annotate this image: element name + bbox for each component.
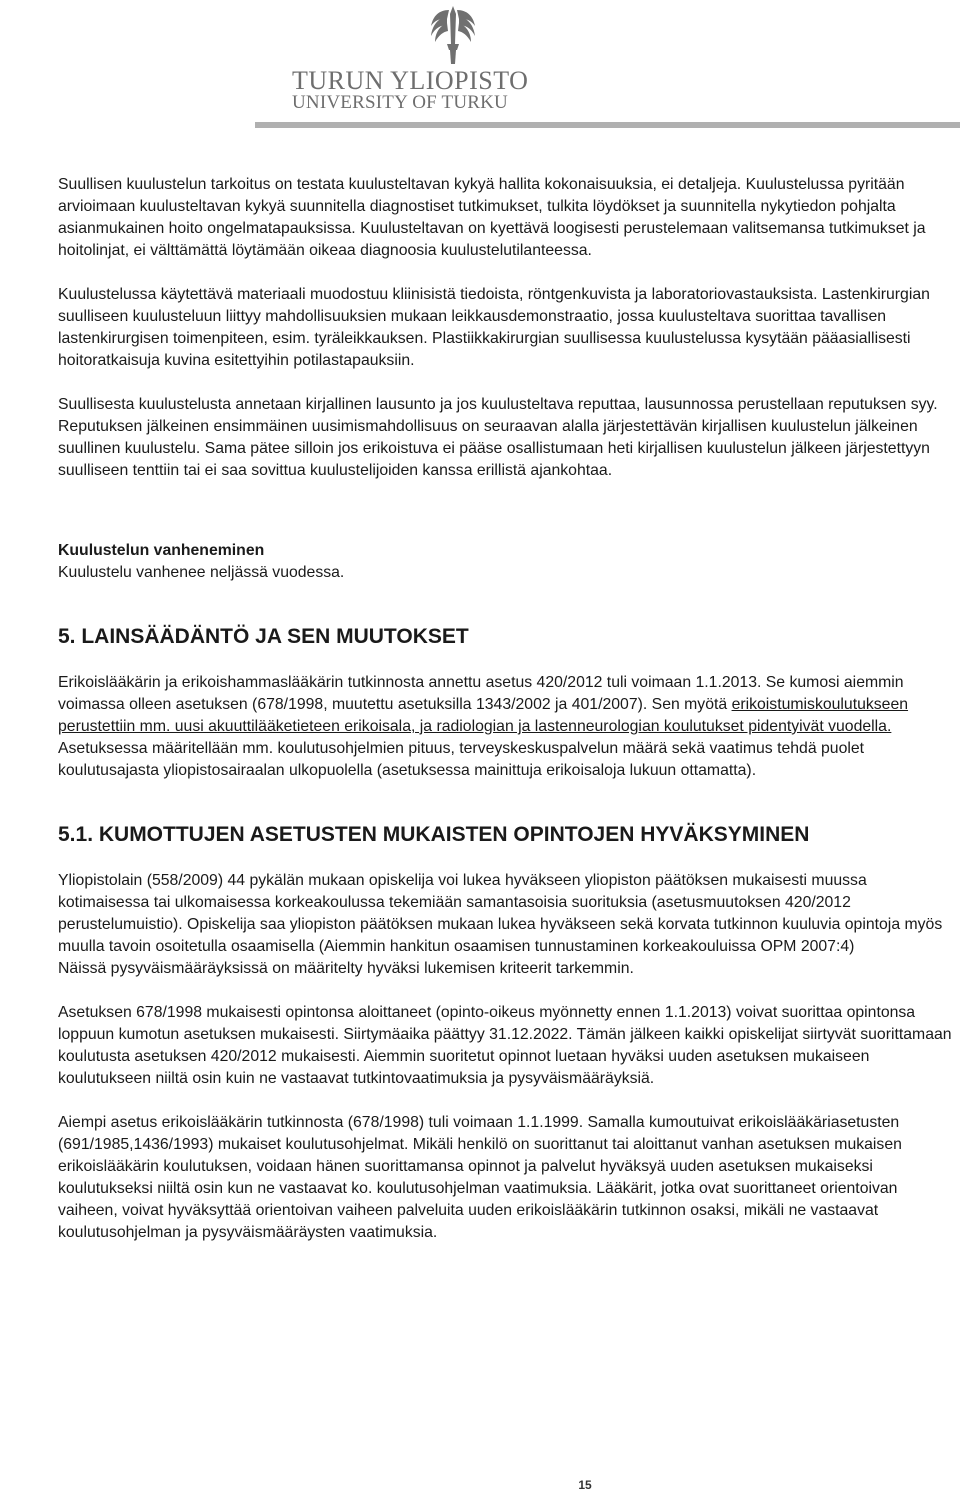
- section-heading: 5. LAINSÄÄDÄNTÖ JA SEN MUUTOKSET: [58, 625, 469, 648]
- section-heading: 5.1. KUMOTTUJEN ASETUSTEN MUKAISTEN OPINTOJEN HYVÄKSYMINEN: [58, 823, 810, 846]
- header-divider: [255, 122, 960, 128]
- subsection-title: Kuulustelun vanheneminen: [58, 542, 265, 559]
- text-run: Erikoislääkärin ja erikoishammaslääkärin tutkinnosta annettu asetus 420/2012 tuli voimaan 1.1.2013. Se kumosi aiemmin voimassa olleen asetuksen (678/1998, muutettu asetuksilla 1343/2002 ja 401/2007). Sen myötä: [58, 674, 904, 713]
- paragraph: Suullisesta kuulustelusta annetaan kirjallinen lausunto ja jos kuulusteltava reputtaa, lausunnossa perustellaan reputuksen syy. Reputuksen jälkeinen ensimmäinen uusimismahdollisuus on seuraavan alalla järjestettävän kirjallisen kuulustelun jälkeinen suullinen kuulustelu. Sama pätee silloin jos erikoistuva ei pääse osallistumaan heti kirjallisen kuulustelun jälkeen järjestettyyn suulliseen tenttiin tai ei saa sovittua kuulustelijoiden kanssa erillistä ajankohtaa.: [58, 396, 938, 479]
- torch-emblem-icon: [425, 4, 481, 66]
- document-body: [58, 174, 956, 1244]
- underlined-text: erikoistumiskoulutukseen perustettiin mm. uusi akuuttilääketieteen erikoisala, ja radiologian ja lastenneurologian koulutukset pidentyivät vuodella.: [58, 696, 909, 735]
- logo-title: TURUN YLIOPISTO: [292, 66, 529, 95]
- logo-subtitle: UNIVERSITY OF TURKU: [292, 92, 508, 113]
- paragraph: Yliopistolain (558/2009) 44 pykälän mukaan opiskelija voi lukea hyväkseen yliopiston päätöksen mukaisesti muussa kotimaisessa tai ulkomaisessa korkeakoulussa tekemiään samantasoisia suorituksia (asetusmuutoksen 420/2012 perustelumuistio). Opiskelija saa yliopiston päätöksen mukaan lukea hyväkseen sekä korvata tutkinnon kuuluvia opintoja myös muulla tavoin osoitetulla osaamisella (Aiemmin hankitun osaamisen tunnustaminen korkeakouluissa OPM 2007:4): [58, 872, 943, 955]
- paragraph: Kuulustelussa käytettävä materiaali muodostuu kliinisistä tiedoista, röntgenkuvista ja laboratoriovastauksista. Lastenkirurgian suulliseen kuulusteluun liittyy mahdollisuuksien mukaan leikkausdemonstraatio, jossa kuulusteltava suorittaa tavallisen lastenkirurgisen toimenpiteen, esim. tyräleikkauksen. Plastiikkakirurgian suullisessa kuulustelussa kysytään pääasiallisesti hoitoratkaisuja kuvina esitettyihin potilastapauksiin.: [58, 286, 930, 369]
- paragraph: Kuulustelu vanhenee neljässä vuodessa.: [58, 564, 345, 581]
- paragraph: Asetuksen 678/1998 mukaisesti opintonsa aloittaneet (opinto-oikeus myönnetty ennen 1.1.2013) voivat suorittaa opintonsa loppuun kumotun asetuksen mukaisesti. Siirtymäaika päättyy 31.12.2022. Tämän jälkeen kaikki opiskelijat siirtyvät suorittamaan koulutusta asetuksen 420/2012 mukaisesti. Aiemmin suoritetut opinnot luetaan hyväksi uuden asetuksen mukaiseen koulutukseen niiltä osin kuin ne vastaavat tutkintovaatimuksia ja pysyväismääräyksiä.: [58, 1004, 952, 1087]
- paragraph: [58, 672, 956, 782]
- page-header: [0, 0, 960, 130]
- paragraph: Aiempi asetus erikoislääkärin tutkinnosta (678/1998) tuli voimaan 1.1.1999. Samalla kumoutuivat erikoislääkäriasetusten (691/1985,1436/1993) mukaiset koulutusohjelmat. Mikäli henkilö on suorittanut tai aloittanut vanhan asetuksen mukaisen erikoislääkärin koulutuksen, voidaan hänen suorittamansa opinnot ja palvelut hyväksyä uuden asetuksen mukaiseksi koulutukseksi niiltä osin kun ne vastaavat ko. koulutusohjelman vaatimuksia. Lääkärit, jotka ovat suorittaneet orientoivan vaiheen, voivat hyväksyttää orientoivan vaiheen palveluita uuden erikoislääkärin tutkinnon osaksi, mikäli ne vastaavat koulutusohjelman ja pysyväismääräysten vaatimuksia.: [58, 1114, 902, 1241]
- paragraph: Suullisen kuulustelun tarkoitus on testata kuulusteltavan kykyä hallita kokonaisuuksia, ei detaljeja. Kuulustelussa pyritään arvioimaan kuulusteltavan kykyä suunnitella diagnostiset tutkimukset, tulkita löydökset ja suunnitella nykytiedon pohjalta asianmukainen hoito ongelmatapauksissa. Kuulusteltavan on kyettävä loogisesti perustelemaan valitsemansa tutkimukset ja hoitolinjat, ei välttämättä löytämään oikeaa diagnoosia kuulustelutilanteessa.: [58, 176, 926, 259]
- page-number: 15: [578, 1478, 592, 1492]
- paragraph: Näissä pysyväismääräyksissä on määritelty hyväksi lukemisen kriteerit tarkemmin.: [58, 960, 634, 977]
- text-run: Asetuksessa määritellään mm. koulutusohjelmien pituus, terveyskeskuspalvelun määrä sekä vaatimus tehdä puolet koulutusajasta yliopistosairaalan ulkopuolella (asetuksessa mainittuja erikoisaloja lukuun ottamatta).: [58, 740, 865, 779]
